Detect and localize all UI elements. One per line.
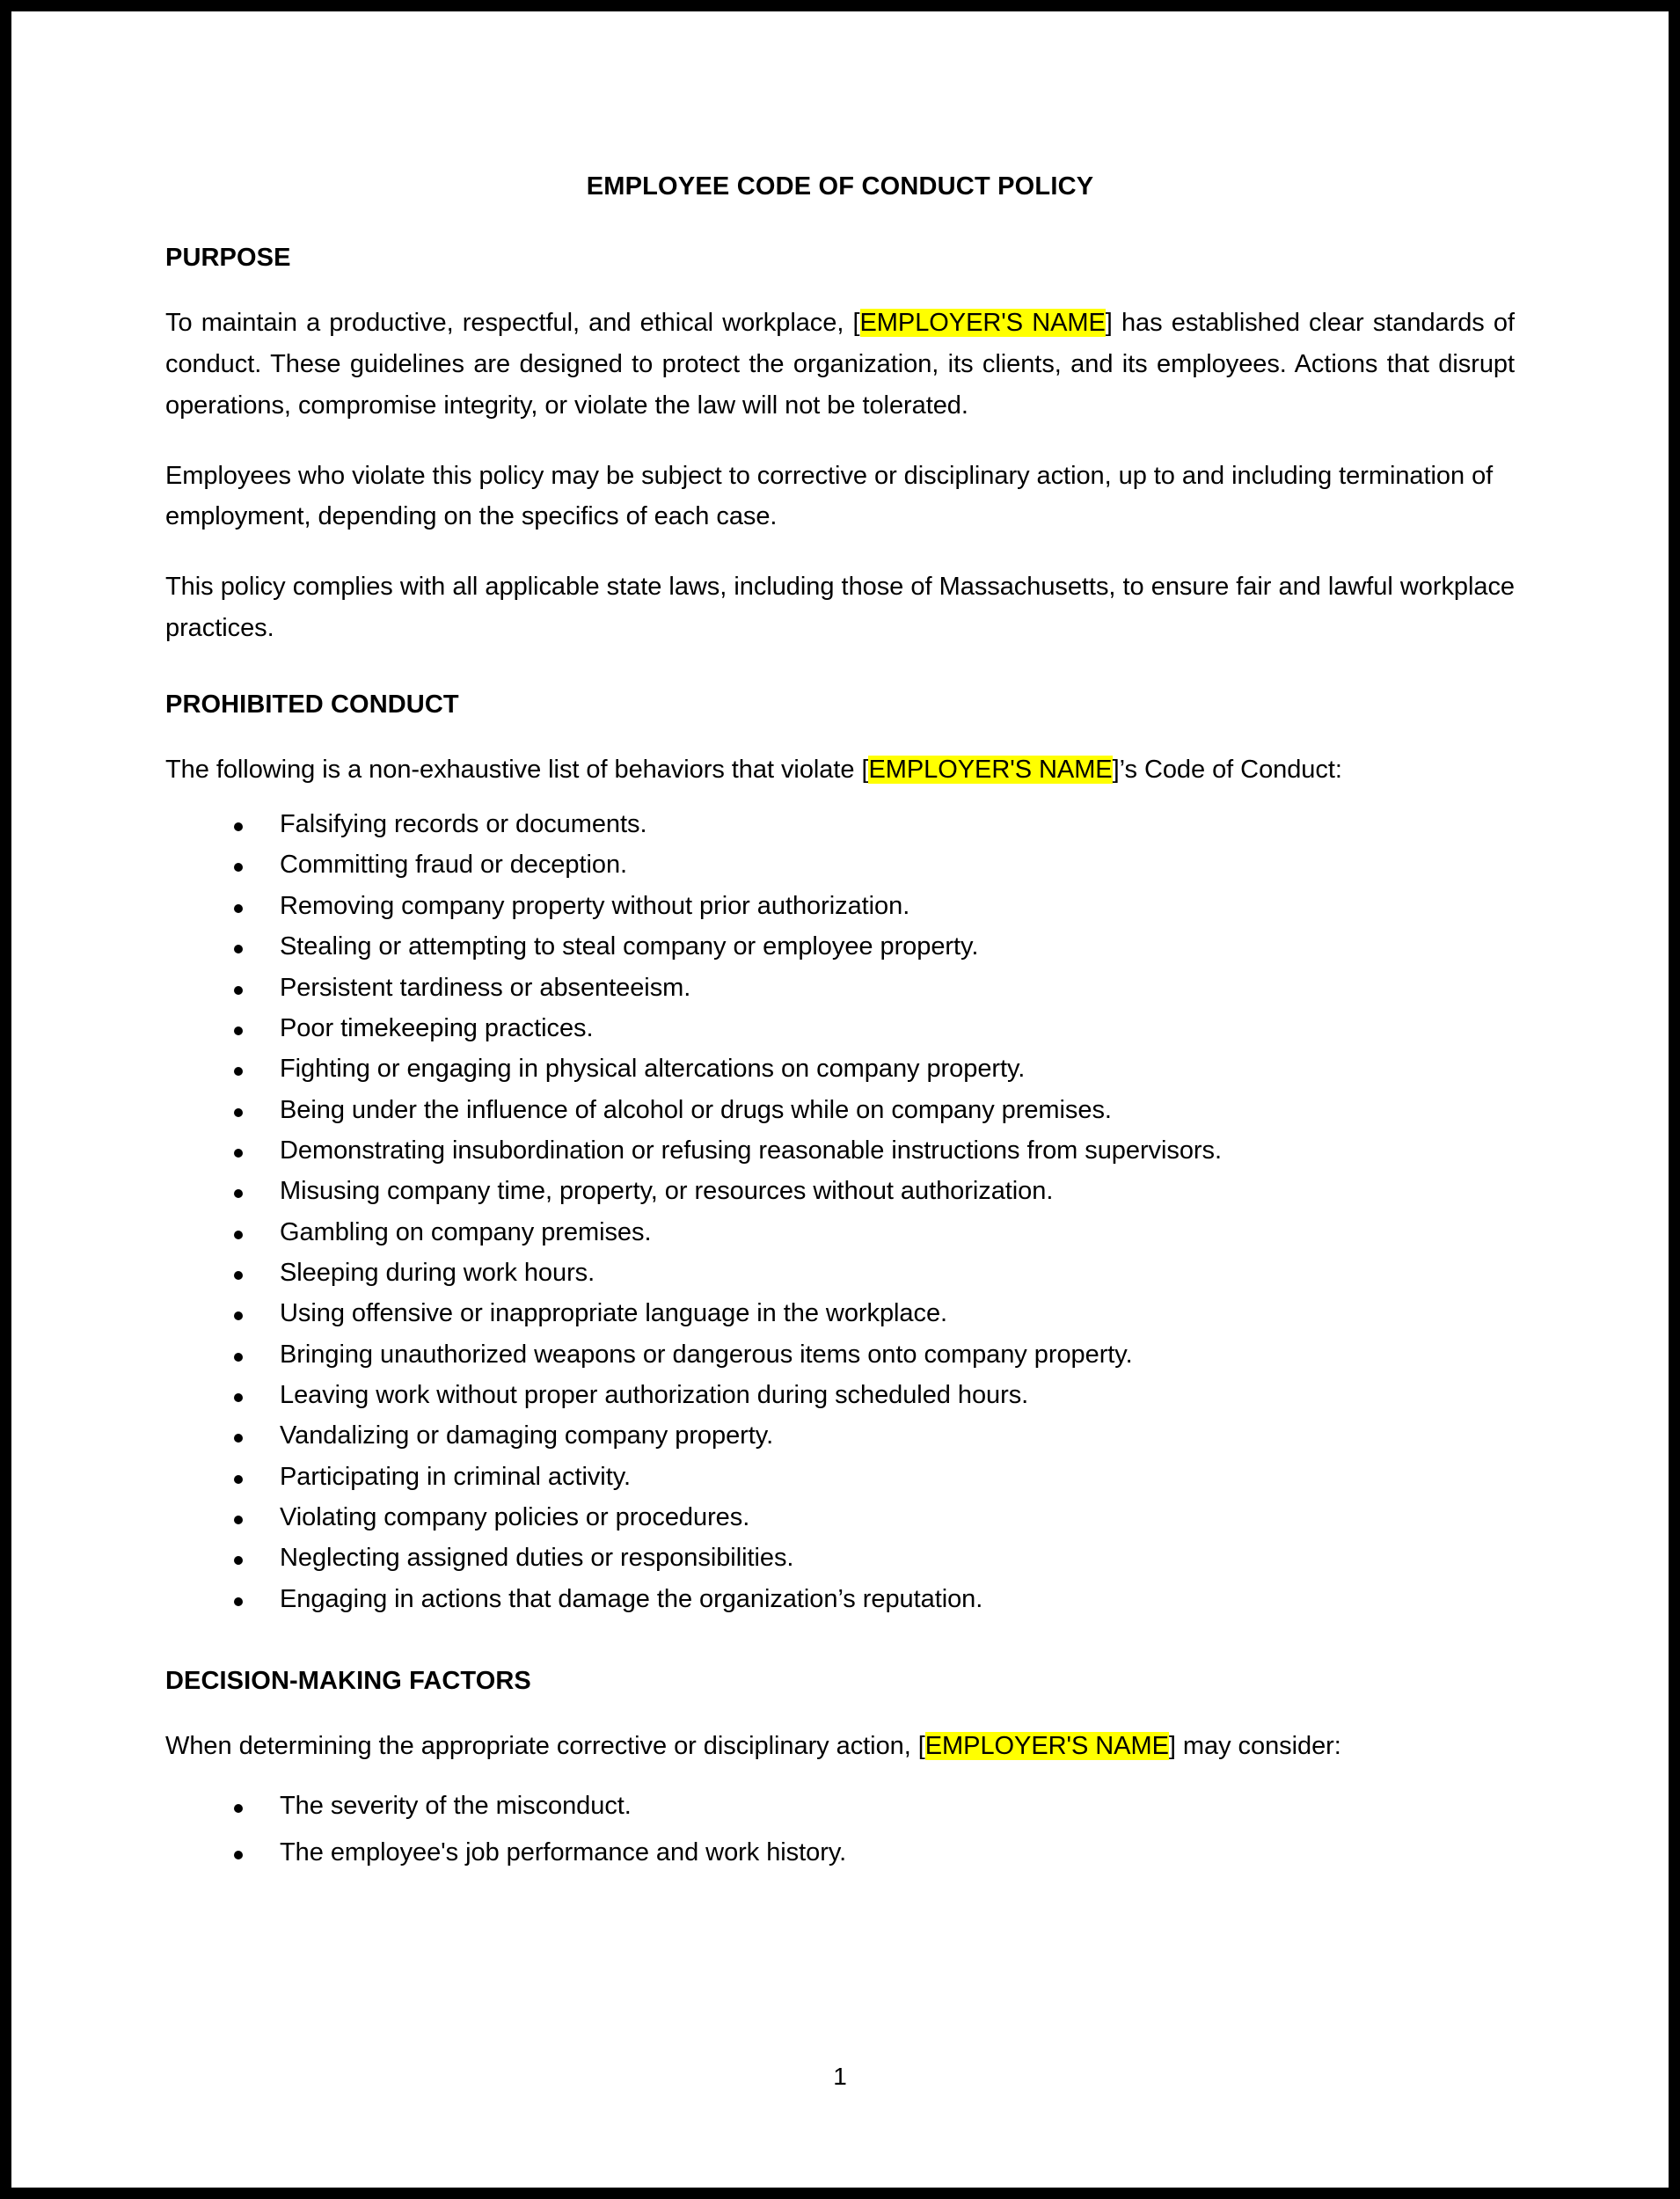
employer-name-placeholder-highlight: EMPLOYER'S NAME bbox=[924, 1731, 1169, 1760]
decision-making-factors-list bbox=[165, 1767, 1515, 1868]
list-item: The employee's job performance and work history. bbox=[165, 1838, 1515, 1867]
list-item: Gambling on company premises. bbox=[165, 1218, 1515, 1247]
section-heading-prohibited-conduct: PROHIBITED CONDUCT bbox=[165, 690, 459, 720]
list-item: Removing company property without prior authorization. bbox=[165, 892, 1515, 921]
purpose-paragraph-3: This policy complies with all applicable state laws, including those of Massachusetts, to ensure fair and lawful workplace practices. bbox=[165, 573, 1515, 643]
prohibited-conduct-intro bbox=[165, 720, 1515, 791]
list-item: Participating in criminal activity. bbox=[165, 1463, 1515, 1492]
list-item: Vandalizing or damaging company property. bbox=[165, 1421, 1515, 1450]
page-number: 1 bbox=[833, 2063, 847, 2090]
list-item: Committing fraud or deception. bbox=[165, 851, 1515, 880]
page-content-area bbox=[11, 11, 1669, 2188]
decision-making-factors-intro bbox=[165, 1697, 1515, 1767]
prohibited-conduct-intro-text-before: The following is a non-exhaustive list of behaviors that violate [ bbox=[165, 756, 869, 785]
list-item: Misusing company time, property, or resources without authorization. bbox=[165, 1177, 1515, 1206]
purpose-paragraph-1-text-after: ] has established clear standards of conduct. These guidelines are designed to protect the organization, its clients, and its employees. Actions that disrupt operations, compromise integrity, or violate the law will not be tolerated. bbox=[165, 308, 1515, 420]
list-item: Engaging in actions that damage the organization’s reputation. bbox=[165, 1585, 1515, 1614]
decision-making-factors-intro-text-after: ] may consider: bbox=[1168, 1731, 1341, 1760]
list-item: Leaving work without proper authorization during scheduled hours. bbox=[165, 1381, 1515, 1410]
employer-name-placeholder-highlight: EMPLOYER'S NAME bbox=[868, 756, 1113, 785]
list-item: Falsifying records or documents. bbox=[165, 810, 1515, 839]
page-title: EMPLOYEE CODE OF CONDUCT POLICY bbox=[586, 172, 1094, 201]
list-item: Neglecting assigned duties or responsibilities. bbox=[165, 1544, 1515, 1573]
section-heading-purpose: PURPOSE bbox=[165, 243, 291, 272]
purpose-paragraph-1-text-before: To maintain a productive, respectful, and ethical workplace, [ bbox=[165, 308, 860, 337]
list-item: Fighting or engaging in physical altercations on company property. bbox=[165, 1055, 1515, 1084]
list-item: Demonstrating insubordination or refusing reasonable instructions from supervisors. bbox=[165, 1136, 1515, 1165]
purpose-paragraph-1 bbox=[165, 274, 1515, 427]
list-item: The severity of the misconduct. bbox=[165, 1792, 1515, 1821]
list-item: Sleeping during work hours. bbox=[165, 1259, 1515, 1288]
list-item: Using offensive or inappropriate language in the workplace. bbox=[165, 1299, 1515, 1328]
list-item: Stealing or attempting to steal company or employee property. bbox=[165, 932, 1515, 961]
list-item: Violating company policies or procedures. bbox=[165, 1503, 1515, 1532]
list-item: Persistent tardiness or absenteeism. bbox=[165, 974, 1515, 1003]
prohibited-conduct-list bbox=[165, 791, 1515, 1614]
purpose-paragraph-2: Employees who violate this policy may be subject to corrective or disciplinary action, up to and including termination of employment, depending on the specifics of each case. bbox=[165, 461, 1494, 531]
list-item: Being under the influence of alcohol or drugs while on company premises. bbox=[165, 1096, 1515, 1125]
section-heading-decision-making-factors: DECISION-MAKING FACTORS bbox=[165, 1667, 531, 1696]
list-item: Bringing unauthorized weapons or dangerous items onto company property. bbox=[165, 1341, 1515, 1370]
employer-name-placeholder-highlight: EMPLOYER'S NAME bbox=[859, 308, 1106, 337]
decision-making-factors-intro-text-before: When determining the appropriate corrective or disciplinary action, [ bbox=[165, 1731, 925, 1760]
list-item: Poor timekeeping practices. bbox=[165, 1014, 1515, 1043]
prohibited-conduct-intro-text-after: ]’s Code of Conduct: bbox=[1112, 756, 1342, 785]
